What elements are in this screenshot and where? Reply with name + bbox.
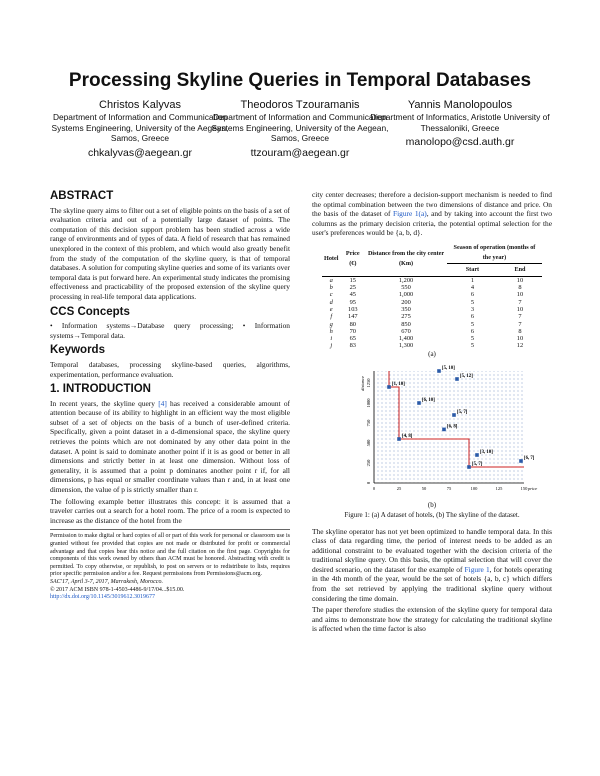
x-tick-label: 100 xyxy=(470,486,478,492)
y-tick-label: 1000 xyxy=(366,398,371,408)
table-header: Price (€) xyxy=(340,242,365,276)
table-cell: 275 xyxy=(401,313,411,321)
table-cell: 350 xyxy=(401,305,411,313)
data-point xyxy=(442,428,446,432)
table-label: (a) xyxy=(428,349,436,358)
table-row xyxy=(322,299,542,306)
table-cell: 4 xyxy=(470,284,475,292)
table-cell: 1,300 xyxy=(398,342,414,350)
table-cell: 70 xyxy=(349,327,356,335)
table-cell: i xyxy=(330,335,333,343)
keywords-text: Temporal databases, processing skyline-based queries, algorithms, experimentation, performance evaluation. xyxy=(50,359,290,379)
table-row xyxy=(322,284,542,291)
table-row xyxy=(322,306,542,313)
table-cell: 850 xyxy=(401,320,411,328)
table-cell: 1,200 xyxy=(398,276,414,284)
data-point-label: [1, 10] xyxy=(392,382,405,388)
table-cell: c xyxy=(329,291,333,299)
data-point-label: [4, 8] xyxy=(402,434,413,440)
right-paragraph-1 xyxy=(312,190,552,238)
right-column xyxy=(312,190,552,636)
table-cell: 10 xyxy=(516,305,524,313)
table-header: Distance from the city center (Km) xyxy=(365,242,447,276)
x-tick-label: 125 xyxy=(495,486,503,492)
author-email[interactable]: ttzouram@aegean.gr xyxy=(250,146,350,159)
table-cell: 7 xyxy=(518,320,522,328)
keywords-heading: Keywords xyxy=(50,344,105,357)
table-cell: 83 xyxy=(349,342,356,350)
author-3 xyxy=(370,98,550,148)
figure-link[interactable]: Figure 1 xyxy=(464,564,490,574)
author-affiliation: Department of Informatics, Aristotle University of Thessaloniki, Greece xyxy=(370,112,550,133)
table-row xyxy=(322,291,542,298)
table-cell: 1,400 xyxy=(398,335,414,343)
table-cell: 550 xyxy=(401,284,411,292)
table-header: Season of operation (months of the year) xyxy=(447,242,542,264)
data-point xyxy=(387,386,391,390)
table-cell: 5 xyxy=(470,320,475,328)
table-cell: 8 xyxy=(518,284,522,292)
author-name: Yannis Manolopoulos xyxy=(407,99,513,111)
data-point xyxy=(452,414,456,418)
footnote xyxy=(50,529,290,601)
table-cell: g xyxy=(329,320,333,328)
author-email[interactable]: manolopo@csd.auth.gr xyxy=(405,136,515,148)
table-cell: j xyxy=(330,342,333,350)
intro-heading: 1. INTRODUCTION xyxy=(50,383,151,396)
skyline-chart xyxy=(312,361,552,501)
hotels-table xyxy=(322,242,542,350)
data-point xyxy=(455,378,459,382)
figure-label: (b) xyxy=(427,501,437,510)
body-text: The skyline operator has not yet been optimized to handle temporal data. In this class of data regarding time, the period of interest needs to be added as an additional constraint to be evaluated together with the decision criteria of the traditional skyline query. On this basis, the optimal selection that will cover the desired scenario, on the dataset for the example of xyxy=(312,526,552,574)
y-tick-label: 250 xyxy=(366,459,371,467)
right-paragraph-2 xyxy=(312,527,552,604)
data-point xyxy=(437,370,441,374)
data-point-label: [5, 7] xyxy=(472,462,483,468)
y-tick-label: 500 xyxy=(366,439,371,447)
table-cell: 10 xyxy=(516,291,524,299)
table-cell: 147 xyxy=(348,313,358,321)
data-point-label: [6, 7] xyxy=(524,456,535,462)
ccs-text: • Information systems→Database query processing; • Information systems→Temporal data. xyxy=(50,321,290,340)
x-tick-label: 25 xyxy=(396,486,402,492)
table-cell: 200 xyxy=(401,298,411,306)
table-cell: 103 xyxy=(348,305,358,313)
table-cell: 3 xyxy=(470,305,475,313)
author-affiliation: Department of Information and Communication Systems Engineering, University of the Aegean, Samos, Greece xyxy=(51,112,229,143)
author-email[interactable]: chkalyvas@aegean.gr xyxy=(87,146,193,159)
x-tick-label: 50 xyxy=(421,486,427,492)
data-point xyxy=(467,466,471,470)
intro-text: has received a considerable amount of attention because of its ability to highlight in an efficient way the most eligible subset of a set of objects on the basis of a bunch of user-defined criteria. Specifically, given a point dataset in a d-dimensional space, the skyline query retrieves the points which are not dominated by any other data point in the dataset. A point is said to dominate another point if it is as good or better in all dimensions and strictly better in at least one dimension. Without loss of generality, it is assumed that a point p dominates another point r if, for all dimensions, p has equal or smaller coordinate values than r and, in at least one dimension, the value of p is strictly smaller than r. xyxy=(50,398,290,495)
table-cell: 10 xyxy=(516,335,524,343)
data-point-label: [5, 7] xyxy=(457,410,468,416)
data-point-label: [6, 10] xyxy=(422,398,435,404)
table-cell: 5 xyxy=(470,298,475,306)
data-point-label: [5, 10] xyxy=(442,366,455,372)
table-cell: h xyxy=(329,327,333,335)
table-row xyxy=(322,313,542,320)
abstract-text: The skyline query aims to filter out a set of eligible points on the basis of a set of evaluation criteria and out of a potentially large dataset of points. The computation of this decision support problem has been studied across a wide range of environments and of types of data. A field of research that has remained unexplored in the context of this problem, and which would also greatly benefit from the study of the computation of the skyline query, is that of temporal databases. A solution for computing skyline queries and some of its variants over temporal data is put forward here. An experimental study indicates the promising effectiveness and practicability of the proposed extension of the skyline query processing in real-life temporal data applications. xyxy=(50,205,290,301)
table-header: Start xyxy=(447,264,498,277)
table-cell: 80 xyxy=(349,320,356,328)
author-name: Theodoros Tzouramanis xyxy=(240,99,360,111)
table-cell: 25 xyxy=(349,284,356,292)
author-name: Christos Kalyvas xyxy=(99,99,181,111)
table-cell: a xyxy=(329,276,333,284)
intro-text: In recent years, the skyline query xyxy=(50,398,159,408)
body-text: , and by taking into account the first two columns as the primary decision criteria, the potential optimal selection for the user's preferences would be {a, b, d}. xyxy=(312,209,552,238)
data-point-label: [6, 8] xyxy=(447,424,458,430)
table-cell: 7 xyxy=(518,313,522,321)
doi-link[interactable]: http://dx.doi.org/10.1145/3019612.3019677 xyxy=(50,594,156,601)
x-tick-label: 0 xyxy=(372,486,376,492)
table-cell: 15 xyxy=(349,276,356,284)
table-row xyxy=(322,342,542,349)
y-tick-label: 1250 xyxy=(366,378,371,388)
table-row xyxy=(322,276,542,284)
table-cell: b xyxy=(329,284,333,292)
table-cell: 6 xyxy=(470,313,475,321)
table-cell: 8 xyxy=(518,327,522,335)
table-header: Hotel xyxy=(322,242,340,276)
body-text: , for hotels operating in the 4th month of the year, would be the set of hotels {a, b, c} which differs from the set retrieved by applying the traditional skyline query without considering the time domain. xyxy=(312,564,553,603)
author-1 xyxy=(50,98,230,158)
permission-notice: Permission to make digital or hard copies of all or part of this work for personal or classroom use is granted without fee provided that copies are not made or distributed for profit or commercial advantage and that copies bear this notice and the full citation on the first page. Copyrights for components of this work owned by others than ACM must be honored. Abstracting with credit is permitted. To copy otherwise, or republish, to post on servers or to redistribute to lists, requires prior specific permission and/or a fee. Request permissions from Permissions@acm.org. xyxy=(50,533,290,578)
table-cell: e xyxy=(329,305,333,313)
table-cell: 670 xyxy=(401,327,411,335)
y-tick-label: 0 xyxy=(366,482,371,485)
table-row xyxy=(322,335,542,342)
author-affiliation: Department of Information and Communication Systems Engineering, University of the Aegean, Samos, Greece xyxy=(211,112,389,143)
paper-title: Processing Skyline Queries in Temporal Databases xyxy=(68,70,532,91)
figure-link[interactable]: Figure 1(a) xyxy=(392,209,427,219)
left-column xyxy=(50,186,290,602)
table-cell: 6 xyxy=(470,291,475,299)
table-cell: f xyxy=(330,313,333,321)
author-2 xyxy=(210,98,390,158)
table-row xyxy=(322,321,542,328)
data-point xyxy=(519,460,523,464)
venue: SAC'17, April 3-7, 2017, Marrakesh, Morocco. xyxy=(50,578,163,585)
table-cell: d xyxy=(329,298,333,306)
data-point xyxy=(397,438,401,442)
data-point-label: [5, 12] xyxy=(460,374,473,380)
data-point-label: [3, 10] xyxy=(480,450,493,456)
ccs-heading: CCS Concepts xyxy=(50,305,130,318)
x-axis-label: price xyxy=(528,486,538,492)
data-point xyxy=(417,402,421,406)
table-header: End xyxy=(498,264,542,277)
x-tick-label: 150 xyxy=(520,486,528,492)
citation-link[interactable]: [4] xyxy=(158,398,167,408)
table-cell: 5 xyxy=(470,335,475,343)
copyright: © 2017 ACM ISBN 978-1-4503-4486-9/17/04...$15.00. xyxy=(50,586,185,593)
y-tick-label: 750 xyxy=(366,419,371,427)
x-tick-label: 75 xyxy=(446,486,452,492)
figure-caption: Figure 1: (a) A dataset of hotels, (b) The skyline of the dataset. xyxy=(344,510,520,519)
abstract-heading: ABSTRACT xyxy=(50,190,114,202)
table-cell: 6 xyxy=(470,327,475,335)
table-cell: 65 xyxy=(349,335,356,343)
table-cell: 7 xyxy=(518,298,522,306)
table-cell: 45 xyxy=(349,291,356,299)
data-point xyxy=(475,454,479,458)
table-cell: 95 xyxy=(349,298,356,306)
table-cell: 1,000 xyxy=(398,291,414,299)
table-cell: 5 xyxy=(470,342,475,350)
y-axis-label: distance xyxy=(360,376,365,392)
table-cell: 1 xyxy=(470,276,475,284)
body-text: city center decreases; therefore a decision-support mechanism is needed to find the optimal combination between the two dimensions of distance and price. On the basis of the dataset of xyxy=(312,190,552,219)
table-cell: 10 xyxy=(516,276,524,284)
intro-paragraph-1 xyxy=(50,399,290,495)
right-paragraph-3: The paper therefore studies the extension of the skyline query for temporal data and aims to demonstrate how the strategy for calculating the traditional skyline is affected when the time factor is also xyxy=(312,605,552,634)
table-cell: 12 xyxy=(516,342,524,350)
table-row xyxy=(322,328,542,335)
intro-paragraph-2: The following example better illustrates this concept: it is assumed that a traveler carries out a search for a hotel room. The price of a room is expected to increase as the distance of the hotel from the xyxy=(50,496,290,525)
